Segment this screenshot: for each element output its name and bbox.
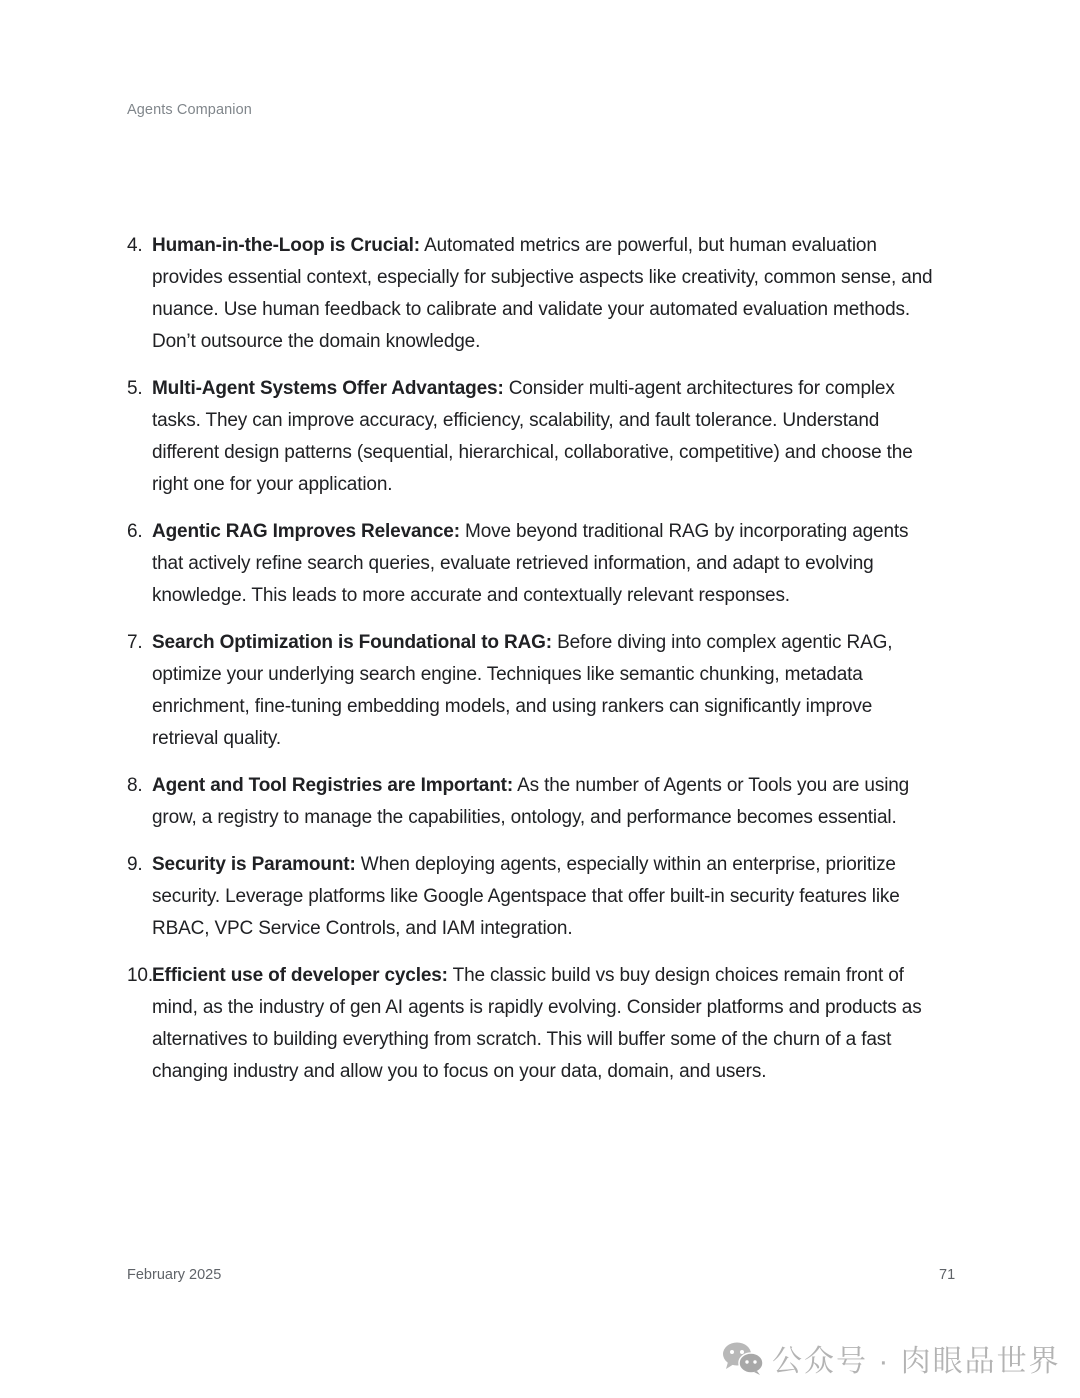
- wechat-icon: [722, 1341, 764, 1375]
- item-body: When deploying agents, especially within an enterprise, prioritize security. Leverage platforms like Google Agentspace that offer built-in security features like RBAC, VPC Service Controls, and IAM integration.: [152, 854, 900, 939]
- takeaways-list: [127, 230, 967, 1103]
- item-title: Multi-Agent Systems Offer Advantages:: [152, 378, 504, 399]
- item-title: Security is Paramount:: [152, 854, 356, 875]
- item-number: 7.: [127, 632, 143, 653]
- list-item: [127, 770, 912, 834]
- item-number: 5.: [127, 378, 143, 399]
- item-number: 4.: [127, 235, 143, 256]
- watermark: [722, 1336, 1061, 1380]
- item-body: The classic build vs buy design choices remain front of mind, as the industry of gen AI agents is rapidly evolving. Consider platforms and products as alternatives to building everything from scratch. This will buffer some of the churn of a fast changing industry and allow you to focus on your data, domain, and users.: [152, 965, 922, 1082]
- item-number: 6.: [127, 521, 143, 542]
- item-title: Agentic RAG Improves Relevance:: [152, 521, 460, 542]
- watermark-text: 公众号 · 肉眼品世界: [772, 1345, 1061, 1378]
- list-item: [127, 960, 952, 1088]
- item-title: Human-in-the-Loop is Crucial:: [152, 235, 420, 256]
- list-item: [127, 516, 922, 612]
- item-number: 10.: [127, 965, 153, 986]
- footer-date: February 2025: [127, 1267, 222, 1283]
- item-body: Automated metrics are powerful, but human evaluation provides essential context, especially for subjective aspects like creativity, common sense, and nuance. Use human feedback to calibrate and validate your automated evaluation methods. Don’t outsource the domain knowledge.: [152, 235, 933, 352]
- page-header-title: Agents Companion: [127, 102, 252, 118]
- item-title: Search Optimization is Foundational to RAG:: [152, 632, 552, 653]
- page-number: 71: [939, 1267, 956, 1283]
- item-title: Agent and Tool Registries are Important:: [152, 775, 514, 796]
- item-body: Before diving into complex agentic RAG, optimize your underlying search engine. Techniques like semantic chunking, metadata enrichment, fine-tuning embedding models, and using rankers can significantly improve retrieval quality.: [152, 632, 893, 749]
- list-item: [127, 627, 942, 755]
- item-body: As the number of Agents or Tools you are using grow, a registry to manage the capabilities, ontology, and performance becomes essential.: [152, 775, 910, 828]
- item-body: Move beyond traditional RAG by incorporating agents that actively refine search queries, evaluate retrieved information, and adapt to evolving knowledge. This leads to more accurate and contextually relevant responses.: [152, 521, 909, 606]
- list-item: [127, 373, 942, 501]
- item-body: Consider multi-agent architectures for complex tasks. They can improve accuracy, efficiency, scalability, and fault tolerance. Understand different design patterns (sequential, hierarchical, collaborative, competitive) and choose the right one for your application.: [152, 378, 913, 495]
- item-number: 9.: [127, 854, 143, 875]
- list-item: [127, 849, 952, 945]
- item-title: Efficient use of developer cycles:: [152, 965, 448, 986]
- item-number: 8.: [127, 775, 143, 796]
- list-item: [127, 230, 952, 358]
